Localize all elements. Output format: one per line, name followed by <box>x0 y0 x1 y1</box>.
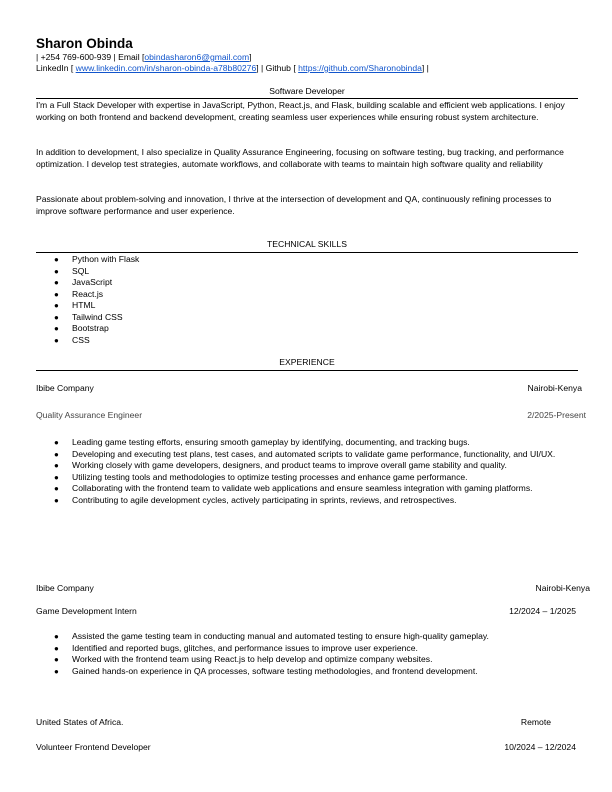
bullet-icon: ● <box>54 461 59 470</box>
job-duties-list <box>36 631 581 677</box>
bullet-icon: ● <box>54 266 59 276</box>
skill-item: ● React.js <box>54 288 104 299</box>
links-line <box>36 63 429 74</box>
job-company: Ibibe Company <box>36 583 94 593</box>
job-dates: 2/2025-Present <box>527 410 586 420</box>
bullet-icon: ● <box>54 655 59 664</box>
skill-item: ● JavaScript <box>54 277 113 287</box>
duty-item: ● Gained hands-on experience in QA processes, software testing methodologies, and frontend development. <box>54 665 478 676</box>
bullet-icon: ● <box>54 632 59 641</box>
bullet-icon: ● <box>54 301 59 310</box>
summary-paragraph-2: In addition to development, I also specialize in Quality Assurance Engineering, focusing on software testing, bug tracking, and performance optimization. I develop test strategies, automate workflows, and collaborate with teams to maintain high software quality and reliability <box>36 147 564 169</box>
duty-item: ● Working closely with game developers, designers, and product teams to improve overall game stability and quality. <box>54 460 507 470</box>
job-location: Remote <box>520 717 551 727</box>
job-company: Ibibe Company <box>36 383 94 393</box>
section-divider <box>36 252 578 253</box>
summary-heading: Software Developer <box>269 86 345 96</box>
bullet-icon: ● <box>54 278 59 287</box>
skill-item: ● CSS <box>54 334 90 345</box>
github-suffix: ] | <box>421 63 429 73</box>
bullet-icon: ● <box>54 495 59 505</box>
phone-text: | +254 769-600-939 | Email [ <box>36 52 145 62</box>
job-title-row <box>36 606 576 617</box>
job-company: United States of Africa. <box>36 717 124 727</box>
duty-item: ● Collaborating with the frontend team to validate web applications and ensure seamless integration with gaming platforms. <box>54 483 533 493</box>
bullet-icon: ● <box>54 472 59 482</box>
duty-item: ● Worked with the frontend team using React.js to help develop and optimize company websites. <box>54 654 433 664</box>
github-link[interactable]: https://github.com/Sharonobinda <box>298 63 422 73</box>
job-duties-list <box>36 437 576 506</box>
bullet-icon: ● <box>54 255 59 264</box>
bullet-icon: ● <box>54 324 59 333</box>
skill-item: ● Tailwind CSS <box>54 311 123 322</box>
bullet-icon: ● <box>54 449 59 459</box>
bullet-icon: ● <box>54 335 59 345</box>
email-bracket: ] <box>249 52 252 62</box>
linkedin-link[interactable]: www.linkedin.com/in/sharon-obinda-a78b80276 <box>75 63 257 73</box>
duty-item: ● Developing and executing test plans, test cases, and automated scripts to validate game performance, functionality, and UI/UX. <box>54 448 556 459</box>
bullet-icon: ● <box>54 484 59 493</box>
duty-item: ● Contributing to agile development cycles, actively participating in sprints, reviews, and retrospectives. <box>54 494 457 505</box>
job-title: Volunteer Frontend Developer <box>36 742 151 752</box>
duty-item: ● Leading game testing efforts, ensuring smooth gameplay by identifying, documenting, and tracking bugs. <box>54 437 470 447</box>
experience-heading: EXPERIENCE <box>279 357 335 367</box>
bullet-icon: ● <box>54 438 59 447</box>
candidate-name: Sharon Obinda <box>36 36 133 51</box>
duty-item: ● Identified and reported bugs, glitches, and performance issues to improve user experience. <box>54 642 418 653</box>
bullet-icon: ● <box>54 312 59 322</box>
job-dates: 10/2024 – 12/2024 <box>504 742 576 752</box>
job-title: Game Development Intern <box>36 606 137 616</box>
job-company-row <box>36 717 551 728</box>
job-title-row <box>36 410 586 421</box>
contact-line <box>36 52 252 63</box>
job-location: Nairobi-Kenya <box>535 583 590 593</box>
job-title: Quality Assurance Engineer <box>36 410 143 420</box>
summary-paragraph-3: Passionate about problem-solving and innovation, I thrive at the intersection of development and QA, continuously refining processes to improve software performance and user experience. <box>36 194 552 216</box>
linkedin-label: LinkedIn [ <box>36 63 76 73</box>
email-link[interactable]: obindasharon6@gmail.com <box>144 52 250 62</box>
bullet-icon: ● <box>54 666 59 676</box>
job-location: Nairobi-Kenya <box>527 383 582 393</box>
bullet-icon: ● <box>54 643 59 653</box>
github-label: ] | Github [ <box>256 63 299 73</box>
section-divider <box>36 98 578 99</box>
bullet-icon: ● <box>54 289 59 299</box>
duty-item: ● Assisted the game testing team in conducting manual and automated testing to ensure high-quality gameplay. <box>54 631 489 641</box>
skills-heading: TECHNICAL SKILLS <box>267 239 347 249</box>
job-company-row <box>36 383 582 394</box>
skill-item: ● HTML <box>54 300 96 310</box>
skill-item: ● SQL <box>54 265 90 276</box>
duty-item: ● Utilizing testing tools and methodologies to optimize testing processes and enhance game performance. <box>54 471 468 482</box>
job-title-row <box>36 742 576 753</box>
section-divider <box>36 370 578 371</box>
summary-paragraph-1: I'm a Full Stack Developer with expertise in JavaScript, Python, React.js, and Flask, building scalable and efficient web applications. I enjoy working on both frontend and backend development, creating seamless user experiences while ensuring robust system architecture. <box>36 100 565 122</box>
job-dates: 12/2024 – 1/2025 <box>509 606 576 616</box>
skills-list <box>36 254 139 346</box>
skill-item: ● Bootstrap <box>54 323 109 333</box>
skill-item: ● Python with Flask <box>54 254 140 264</box>
job-company-row <box>36 583 590 594</box>
